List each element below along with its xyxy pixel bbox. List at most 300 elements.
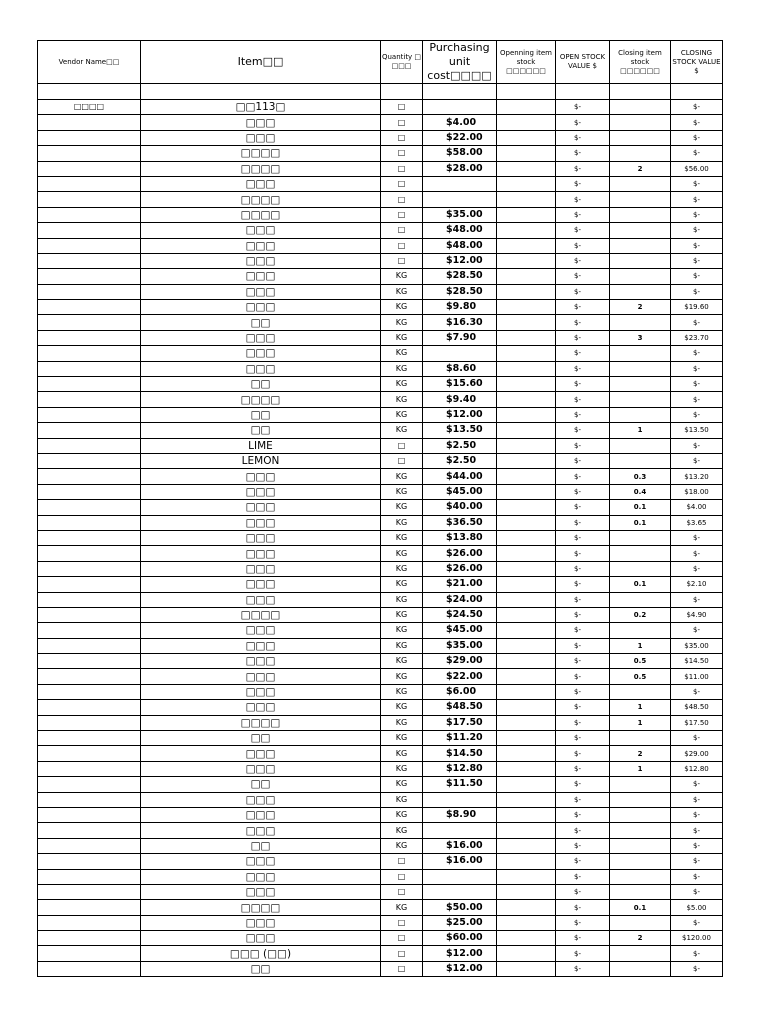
closing-stock-cell: 0.1 [610,515,671,530]
opening-stock-cell [497,546,556,561]
vendor-name-cell [38,823,141,838]
opening-stock-cell [497,192,556,207]
table-row [38,623,723,638]
unit-cost-cell: $15.60 [423,377,497,392]
closing-stock-cell [610,361,671,376]
vendor-name-cell [38,315,141,330]
open-stock-value-cell: $- [556,838,610,853]
item-name-cell: □□ [141,961,381,976]
vendor-name-cell [38,346,141,361]
vendor-name-cell [38,715,141,730]
quantity-unit-cell: KG [381,684,423,699]
opening-stock-cell [497,838,556,853]
closing-stock-cell: 0.1 [610,500,671,515]
unit-cost-cell: $22.00 [423,130,497,145]
table-row [38,592,723,607]
open-stock-value-cell: $- [556,223,610,238]
item-name-cell: □□□ [141,546,381,561]
unit-cost-cell: $21.00 [423,577,497,592]
table-row [38,315,723,330]
table-row [38,438,723,453]
inventory-table [37,40,723,977]
opening-stock-cell [497,530,556,545]
quantity-unit-cell: □ [381,961,423,976]
closing-stock-cell [610,823,671,838]
item-name-cell: □□□□ [141,207,381,222]
quantity-unit-cell: KG [381,469,423,484]
quantity-unit-cell: □ [381,223,423,238]
closing-stock-cell [610,253,671,268]
closing-stock-value-cell: $- [671,130,723,145]
table-row [38,546,723,561]
opening-stock-cell [497,161,556,176]
closing-stock-value-cell: $- [671,823,723,838]
vendor-name-cell [38,869,141,884]
vendor-name-cell [38,377,141,392]
closing-stock-cell: 0.5 [610,669,671,684]
table-row [38,176,723,191]
closing-stock-value-cell: $11.00 [671,669,723,684]
opening-stock-cell [497,130,556,145]
quantity-unit-cell: KG [381,669,423,684]
closing-stock-cell: 2 [610,931,671,946]
quantity-unit-cell: KG [381,284,423,299]
item-name-cell: □□□ [141,284,381,299]
item-name-cell: □□ [141,423,381,438]
opening-stock-cell [497,607,556,622]
open-stock-value-cell: $- [556,684,610,699]
open-stock-value-cell: $- [556,715,610,730]
table-row [38,807,723,822]
closing-stock-value-cell: $12.80 [671,761,723,776]
item-name-cell: □□□ [141,515,381,530]
item-name-cell: □□□ [141,669,381,684]
quantity-unit-cell: KG [381,592,423,607]
item-name-cell: □□□□ [141,900,381,915]
closing-stock-cell [610,238,671,253]
vendor-name-cell [38,577,141,592]
unit-cost-cell: $13.50 [423,423,497,438]
closing-stock-cell [610,346,671,361]
vendor-name-cell [38,500,141,515]
quantity-unit-cell: □ [381,253,423,268]
quantity-unit-cell: KG [381,700,423,715]
quantity-unit-cell: KG [381,315,423,330]
item-name-cell: □□□ [141,484,381,499]
quantity-unit-cell: KG [381,777,423,792]
blank-cell [381,84,423,100]
vendor-name-cell [38,361,141,376]
closing-stock-value-cell: $4.00 [671,500,723,515]
unit-cost-cell: $13.80 [423,530,497,545]
unit-cost-cell: $11.20 [423,731,497,746]
vendor-name-cell [38,915,141,930]
open-stock-value-cell: $- [556,238,610,253]
opening-stock-cell [497,253,556,268]
vendor-name-cell [38,530,141,545]
unit-cost-cell: $12.00 [423,961,497,976]
quantity-unit-cell: □ [381,854,423,869]
open-stock-value-cell: $- [556,700,610,715]
table-row [38,530,723,545]
closing-stock-value-cell: $4.90 [671,607,723,622]
table-row [38,484,723,499]
vendor-name-cell [38,931,141,946]
open-stock-value-cell: $- [556,546,610,561]
table-row [38,777,723,792]
item-name-cell: □□□ [141,176,381,191]
unit-cost-cell: $48.50 [423,700,497,715]
table-row [38,469,723,484]
closing-stock-cell [610,854,671,869]
blank-cell [497,84,556,100]
item-name-cell: □□□ (□□) [141,946,381,961]
closing-stock-cell [610,315,671,330]
closing-stock-value-cell: $- [671,623,723,638]
header-vendor-name: Vendor Name□□ [38,41,141,84]
unit-cost-cell: $58.00 [423,146,497,161]
closing-stock-value-cell: $- [671,223,723,238]
open-stock-value-cell: $- [556,361,610,376]
open-stock-value-cell: $- [556,515,610,530]
unit-cost-cell: $12.00 [423,407,497,422]
unit-cost-cell [423,884,497,899]
closing-stock-value-cell: $- [671,530,723,545]
vendor-name-cell [38,330,141,345]
quantity-unit-cell: □ [381,100,423,115]
header-closing-item-stock: Closing item stock □□□□□□ [610,41,671,84]
closing-stock-value-cell: $- [671,561,723,576]
closing-stock-cell [610,223,671,238]
item-name-cell: □□□ [141,469,381,484]
open-stock-value-cell: $- [556,638,610,653]
vendor-name-cell [38,176,141,191]
open-stock-value-cell: $- [556,807,610,822]
quantity-unit-cell: KG [381,761,423,776]
item-name-cell: □□□ [141,130,381,145]
vendor-name-cell [38,546,141,561]
unit-cost-cell [423,823,497,838]
open-stock-value-cell: $- [556,869,610,884]
unit-cost-cell: $16.00 [423,854,497,869]
vendor-name-cell [38,161,141,176]
item-name-cell: LIME [141,438,381,453]
table-row [38,515,723,530]
vendor-name-cell [38,623,141,638]
closing-stock-cell: 0.4 [610,484,671,499]
closing-stock-value-cell: $- [671,777,723,792]
table-row [38,284,723,299]
table-row [38,223,723,238]
closing-stock-cell [610,869,671,884]
unit-cost-cell: $28.00 [423,161,497,176]
table-row [38,900,723,915]
opening-stock-cell [497,207,556,222]
closing-stock-value-cell: $- [671,915,723,930]
closing-stock-value-cell: $18.00 [671,484,723,499]
vendor-name-cell [38,607,141,622]
opening-stock-cell [497,823,556,838]
quantity-unit-cell: KG [381,623,423,638]
opening-stock-cell [497,746,556,761]
table-row [38,207,723,222]
item-name-cell: □□ [141,315,381,330]
unit-cost-cell: $12.00 [423,253,497,268]
open-stock-value-cell: $- [556,392,610,407]
header-closing-stock-value: CLOSING STOCK VALUE $ [671,41,723,84]
closing-stock-cell: 0.2 [610,607,671,622]
open-stock-value-cell: $- [556,669,610,684]
opening-stock-cell [497,269,556,284]
vendor-name-cell [38,407,141,422]
unit-cost-cell: $16.00 [423,838,497,853]
quantity-unit-cell: KG [381,330,423,345]
unit-cost-cell: $24.00 [423,592,497,607]
closing-stock-cell [610,100,671,115]
vendor-name-cell [38,638,141,653]
closing-stock-value-cell: $- [671,269,723,284]
closing-stock-value-cell: $- [671,946,723,961]
opening-stock-cell [497,407,556,422]
vendor-name-cell [38,900,141,915]
item-name-cell: □□ [141,377,381,392]
table-row [38,684,723,699]
quantity-unit-cell: KG [381,807,423,822]
quantity-unit-cell: KG [381,638,423,653]
open-stock-value-cell: $- [556,146,610,161]
open-stock-value-cell: $- [556,931,610,946]
opening-stock-cell [497,946,556,961]
closing-stock-cell: 1 [610,761,671,776]
quantity-unit-cell: KG [381,715,423,730]
quantity-unit-cell: KG [381,500,423,515]
quantity-unit-cell: KG [381,654,423,669]
header-open-stock-value: OPEN STOCK VALUE $ [556,41,610,84]
open-stock-value-cell: $- [556,346,610,361]
quantity-unit-cell: KG [381,300,423,315]
closing-stock-cell [610,884,671,899]
closing-stock-value-cell: $- [671,453,723,468]
unit-cost-cell: $9.40 [423,392,497,407]
closing-stock-value-cell: $- [671,192,723,207]
closing-stock-value-cell: $29.00 [671,746,723,761]
item-name-cell: LEMON [141,453,381,468]
open-stock-value-cell: $- [556,915,610,930]
opening-stock-cell [497,669,556,684]
table-row [38,253,723,268]
closing-stock-value-cell: $120.00 [671,931,723,946]
vendor-name-cell [38,392,141,407]
item-name-cell: □□□ [141,577,381,592]
opening-stock-cell [497,438,556,453]
open-stock-value-cell: $- [556,207,610,222]
closing-stock-cell [610,130,671,145]
opening-stock-cell [497,884,556,899]
vendor-name-cell [38,592,141,607]
closing-stock-value-cell: $- [671,961,723,976]
closing-stock-cell [610,915,671,930]
table-row [38,453,723,468]
closing-stock-value-cell: $- [671,253,723,268]
vendor-name-cell [38,854,141,869]
item-name-cell: □□□ [141,931,381,946]
opening-stock-cell [497,961,556,976]
item-name-cell: □□□□ [141,192,381,207]
open-stock-value-cell: $- [556,115,610,130]
unit-cost-cell: $60.00 [423,931,497,946]
opening-stock-cell [497,807,556,822]
open-stock-value-cell: $- [556,330,610,345]
opening-stock-cell [497,561,556,576]
unit-cost-cell: $12.80 [423,761,497,776]
item-name-cell: □□□□ [141,607,381,622]
closing-stock-cell [610,807,671,822]
vendor-name-cell [38,654,141,669]
item-name-cell: □□□ [141,238,381,253]
vendor-name-cell [38,146,141,161]
closing-stock-value-cell: $13.20 [671,469,723,484]
item-name-cell: □□□ [141,823,381,838]
unit-cost-cell: $12.00 [423,946,497,961]
unit-cost-cell: $9.80 [423,300,497,315]
quantity-unit-cell: KG [381,561,423,576]
open-stock-value-cell: $- [556,746,610,761]
closing-stock-cell [610,192,671,207]
opening-stock-cell [497,654,556,669]
quantity-unit-cell: □ [381,869,423,884]
vendor-name-cell [38,300,141,315]
quantity-unit-cell: □ [381,146,423,161]
unit-cost-cell: $16.30 [423,315,497,330]
quantity-unit-cell: □ [381,946,423,961]
vendor-name-cell [38,223,141,238]
opening-stock-cell [497,500,556,515]
open-stock-value-cell: $- [556,592,610,607]
open-stock-value-cell: $- [556,192,610,207]
closing-stock-value-cell: $- [671,315,723,330]
open-stock-value-cell: $- [556,946,610,961]
unit-cost-cell: $8.90 [423,807,497,822]
closing-stock-cell [610,146,671,161]
opening-stock-cell [497,284,556,299]
item-name-cell: □□□ [141,115,381,130]
closing-stock-value-cell: $- [671,377,723,392]
vendor-name-cell [38,669,141,684]
closing-stock-cell [610,115,671,130]
opening-stock-cell [497,731,556,746]
open-stock-value-cell: $- [556,623,610,638]
table-row [38,700,723,715]
unit-cost-cell [423,100,497,115]
closing-stock-cell: 2 [610,161,671,176]
table-row [38,100,723,115]
opening-stock-cell [497,146,556,161]
open-stock-value-cell: $- [556,176,610,191]
item-name-cell: □□□ [141,253,381,268]
opening-stock-cell [497,100,556,115]
closing-stock-cell: 1 [610,423,671,438]
open-stock-value-cell: $- [556,315,610,330]
vendor-name-cell [38,438,141,453]
inventory-table-body [38,41,723,977]
unit-cost-cell: $17.50 [423,715,497,730]
table-row [38,854,723,869]
opening-stock-cell [497,423,556,438]
closing-stock-cell [610,392,671,407]
table-row [38,715,723,730]
open-stock-value-cell: $- [556,607,610,622]
closing-stock-value-cell: $- [671,361,723,376]
opening-stock-cell [497,715,556,730]
closing-stock-cell [610,592,671,607]
closing-stock-cell [610,777,671,792]
vendor-name-cell [38,884,141,899]
item-name-cell: □□□ [141,854,381,869]
closing-stock-cell: 3 [610,330,671,345]
opening-stock-cell [497,176,556,191]
closing-stock-cell: 2 [610,746,671,761]
table-row [38,269,723,284]
quantity-unit-cell: □ [381,207,423,222]
unit-cost-cell: $7.90 [423,330,497,345]
open-stock-value-cell: $- [556,484,610,499]
quantity-unit-cell: KG [381,361,423,376]
blank-cell [423,84,497,100]
vendor-name-cell [38,777,141,792]
quantity-unit-cell: □ [381,176,423,191]
quantity-unit-cell: □ [381,453,423,468]
item-name-cell: □□ [141,777,381,792]
closing-stock-value-cell: $56.00 [671,161,723,176]
closing-stock-value-cell: $- [671,438,723,453]
quantity-unit-cell: □ [381,884,423,899]
opening-stock-cell [497,469,556,484]
item-name-cell: □□□ [141,654,381,669]
table-row [38,884,723,899]
table-row [38,761,723,776]
closing-stock-value-cell: $- [671,807,723,822]
header-quantity: Quantity □ □□□ [381,41,423,84]
quantity-unit-cell: □ [381,238,423,253]
unit-cost-cell: $2.50 [423,438,497,453]
closing-stock-cell: 0.1 [610,900,671,915]
item-name-cell: □□□ [141,269,381,284]
opening-stock-cell [497,700,556,715]
open-stock-value-cell: $- [556,100,610,115]
blank-row [38,84,723,100]
vendor-name-cell [38,684,141,699]
closing-stock-value-cell: $17.50 [671,715,723,730]
closing-stock-value-cell: $13.50 [671,423,723,438]
open-stock-value-cell: $- [556,500,610,515]
table-row [38,238,723,253]
closing-stock-value-cell: $- [671,284,723,299]
vendor-name-cell [38,469,141,484]
table-row [38,931,723,946]
vendor-name-cell [38,115,141,130]
closing-stock-value-cell: $- [671,884,723,899]
opening-stock-cell [497,869,556,884]
closing-stock-value-cell: $- [671,792,723,807]
unit-cost-cell: $24.50 [423,607,497,622]
item-name-cell: □□□□ [141,146,381,161]
opening-stock-cell [497,515,556,530]
quantity-unit-cell: □ [381,130,423,145]
unit-cost-cell: $4.00 [423,115,497,130]
item-name-cell: □□□ [141,638,381,653]
table-row [38,423,723,438]
item-name-cell: □□ [141,407,381,422]
